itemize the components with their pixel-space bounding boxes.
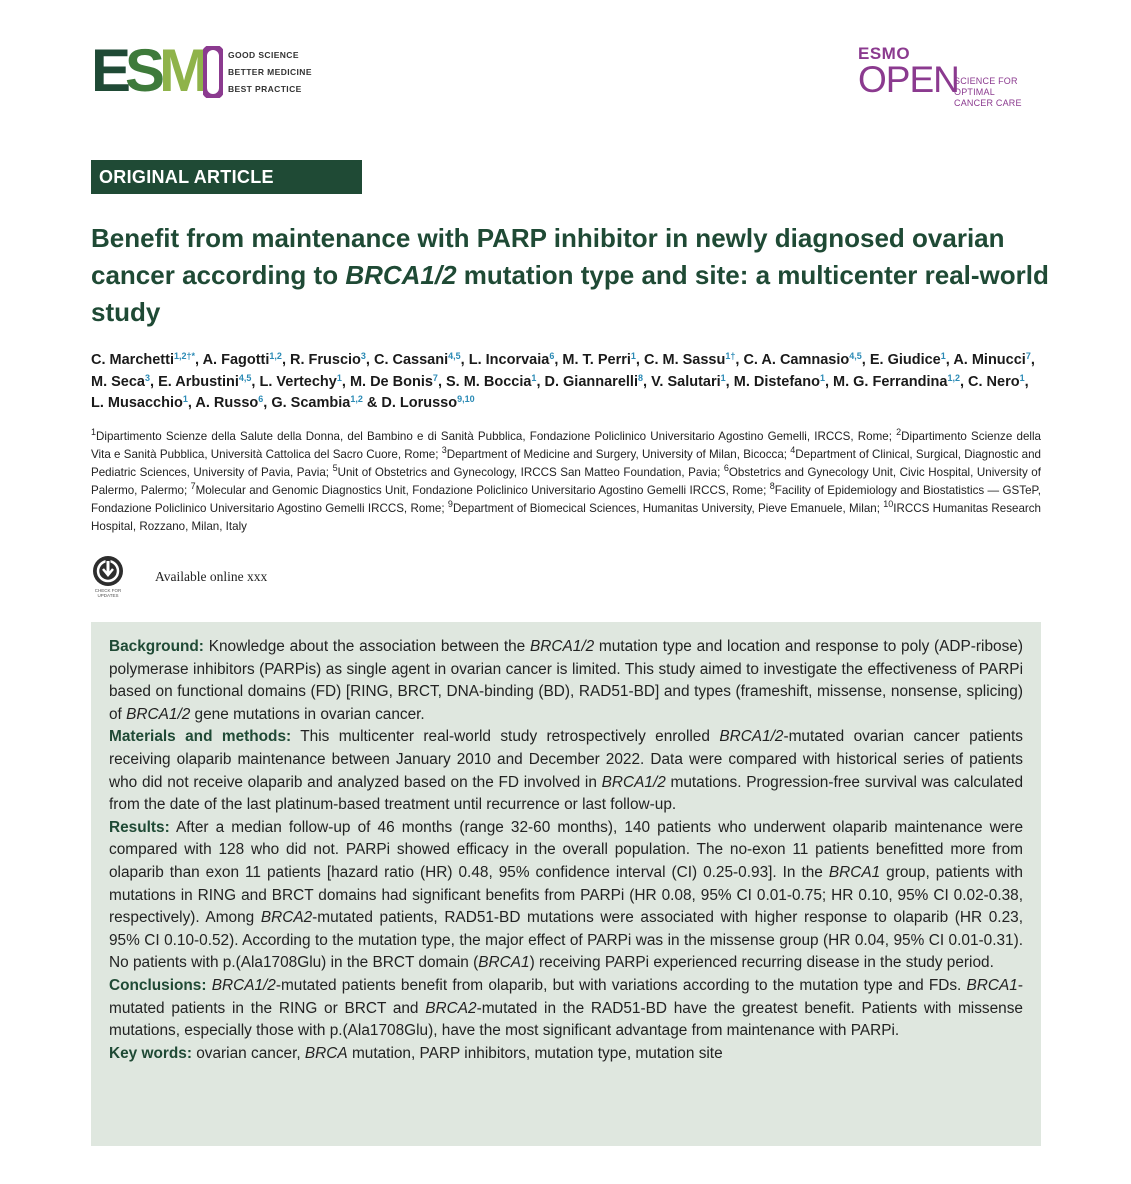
author-list: C. Marchetti$^{1,2\dagger*}$, A. Fagotti$^{1,2}$, R. Fruscio$^3$, C. Cassani$^{4,5}$, L. Incorvaia$^6$, M. T. Perri$^1$, C. M. Sassu$^{1\dagger}$, C. A. Camnasio$^{4,5}$, E. Giudice$^1$, A. Minucci$^7$, M. Seca$^3$, E. Arbustini$^{4,5}$, L. Vertechy$^1$, M. De Bonis$^7$, S. M. Boccia$^1$, D. Giannarelli$^8$, V. Salutari$^1$, M. Distefano$^1$, M. G. Ferrandina$^{1,2}$, C. Nero$^1$, L. Musacchio$^1$, A. Russo$^6$, G. Scambia$^{1,2}$ & D. Lorusso$^{9,10}$ bbox=[91, 351, 1035, 411]
abstract-background bbox=[109, 636, 1023, 726]
abstract-text: gene mutations in ovarian cancer. bbox=[190, 705, 425, 723]
check-for-updates-icon bbox=[93, 556, 123, 586]
affiliation-text: Molecular and Genomic Diagnostics Unit, Fondazione Policlinico Universitario Agostino Gemelli IRCCS, Rome; bbox=[195, 484, 770, 497]
esmo-logo-letter-m: M bbox=[159, 37, 207, 104]
author-name: C. A. Camnasio bbox=[743, 352, 850, 368]
abstract-text: mutation, PARP inhibitors, mutation type, mutation site bbox=[347, 1044, 723, 1062]
abstract-text: mutations. Progression-free survival was calculated from the date of the last platinum-based treatment until recurrence or last follow-up. bbox=[109, 773, 1023, 814]
author-name: D. Giannarelli bbox=[544, 373, 638, 390]
author-affiliation-marker: 1 bbox=[630, 351, 636, 361]
affiliation-number: 2 bbox=[896, 427, 902, 437]
author-name: M. De Bonis bbox=[349, 373, 433, 390]
author-affiliation-marker: 1† bbox=[725, 351, 736, 361]
title-gene: BRCA1/2 bbox=[345, 260, 457, 290]
abstract-background-heading: Background: bbox=[109, 638, 204, 655]
gene-name: BRCA1/2 bbox=[530, 638, 595, 655]
title-part-1: Benefit from maintenance with PARP inhibitor in newly diagnosed ovarian cancer according to bbox=[91, 223, 1005, 290]
check-for-updates-label: CHECK FOR UPDATES bbox=[94, 588, 122, 598]
author-affiliation-marker: 7 bbox=[1025, 351, 1031, 361]
abstract-text: Knowledge about the association between the bbox=[203, 638, 530, 655]
gene-name: BRCA1/2 bbox=[719, 728, 784, 746]
affiliation-number: 10 bbox=[883, 499, 894, 509]
esmo-open-tagline bbox=[954, 76, 1054, 109]
esmo-tagline-3: BEST PRACTICE bbox=[228, 84, 302, 94]
abstract-text: -mutated patients benefit from olaparib, but with variations according to the mutation type and FDs. bbox=[275, 976, 967, 994]
author-name: L. Incorvaia bbox=[468, 352, 550, 368]
author-affiliation-marker: 3 bbox=[360, 351, 366, 361]
author-affiliation-marker: 1 bbox=[819, 372, 825, 383]
author-name: L. Vertechy bbox=[259, 373, 337, 390]
affiliation-number: 9 bbox=[447, 499, 453, 509]
author-name: C. M. Sassu bbox=[643, 352, 726, 368]
author-affiliation-marker: 7 bbox=[432, 372, 438, 383]
abstract-results-heading: Results: bbox=[109, 818, 170, 836]
affiliation-text: Facility of Epidemiology and Biostatistics — GSTeP, Fondazione Policlinico Universitario Agostino Gemelli IRCCS, Rome; bbox=[91, 484, 1041, 515]
author-name: M. Distefano bbox=[733, 373, 820, 390]
affiliation-text: Department of Medicine and Surgery, University of Milan, Bicocca; bbox=[446, 448, 791, 461]
author-name: D. Lorusso bbox=[381, 395, 458, 411]
abstract-methods-heading: Materials and methods: bbox=[109, 728, 292, 746]
abstract-text: mutation type and location and response to poly (ADP-ribose) polymerase inhibitors (PARPis) as single agent in ovarian cancer is limited. This study aimed to investigate the effectiveness of PARPi based on functional domains (FD) [RING, BRCT, DNA-binding (BD), RAD51-BD] and types (frameshift, missense, nonsense, splicing) of bbox=[109, 638, 1023, 723]
abstract-conclusions bbox=[109, 975, 1023, 1043]
affiliation-text: Department of Biomecical Sciences, Humanitas University, Pieve Emanuele, Milan; bbox=[452, 502, 884, 515]
abstract-text: group, patients with mutations in RING and BRCT domains had significant benefits from PARPi (HR 0.08, 95% CI 0.01-0.75; HR 0.10, 95% CI 0.02-0.38, respectively). Among bbox=[109, 863, 1023, 927]
section-label: ORIGINAL ARTICLE bbox=[91, 160, 362, 194]
abstract-box bbox=[91, 622, 1041, 1146]
affiliation-number: 3 bbox=[441, 445, 447, 455]
author-affiliation-marker: 6 bbox=[258, 394, 264, 404]
affiliation-number: 4 bbox=[790, 445, 796, 455]
gene-name: BRCA bbox=[304, 1044, 348, 1062]
abstract-keywords bbox=[109, 1043, 1023, 1066]
author-affiliation-marker: 1 bbox=[940, 351, 946, 361]
author-affiliation-marker: 1 bbox=[1019, 372, 1025, 383]
author-name: A. Fagotti bbox=[202, 352, 270, 368]
abstract-results bbox=[109, 817, 1023, 975]
esmo-logo-o-shape bbox=[203, 46, 223, 98]
affiliation-number: 1 bbox=[91, 427, 97, 437]
esmo-open-logo bbox=[858, 44, 1058, 108]
gene-name: BRCA1 bbox=[828, 863, 881, 881]
esmo-logo-letter-s: S bbox=[125, 37, 164, 104]
author-name: E. Arbustini bbox=[158, 373, 239, 390]
abstract-text: -mutated patients, RAD51-BD mutations were associated with higher response to olaparib (HR 0.23, 95% CI 0.10-0.52). According to the mutation type, the major effect of PARPi was in the missense group (HR 0.04, 95% CI 0.01-0.31). No patients with p.(Ala1708Glu) in the BRCT domain ( bbox=[109, 909, 1023, 972]
author-name: M. Seca bbox=[91, 373, 145, 390]
affiliations bbox=[91, 428, 1041, 536]
esmo-logo-letter-e: E bbox=[91, 37, 130, 104]
affiliation-number: 8 bbox=[769, 481, 775, 491]
author-name: A. Minucci bbox=[953, 352, 1026, 368]
article-title bbox=[91, 220, 1051, 331]
author-affiliation-marker: 1 bbox=[531, 372, 537, 383]
author-name: A. Russo bbox=[195, 395, 259, 411]
esmo-open-top: ESMO bbox=[858, 44, 911, 63]
abstract-text: ovarian cancer, bbox=[191, 1044, 305, 1062]
check-for-updates-badge[interactable] bbox=[91, 556, 125, 600]
esmo-logo bbox=[91, 37, 341, 104]
abstract-conclusions-heading: Conclusions: bbox=[109, 976, 207, 994]
affiliation-text: IRCCS Humanitas Research Hospital, Rozzano, Milan, Italy bbox=[91, 502, 1041, 533]
esmo-tagline-1: GOOD SCIENCE bbox=[228, 50, 299, 60]
author-affiliation-marker: 1,2 bbox=[947, 372, 960, 383]
gene-name: BRCA2 bbox=[425, 999, 477, 1017]
esmo-open-name: OPEN bbox=[858, 59, 959, 100]
abstract-keywords-heading: Key words: bbox=[109, 1044, 192, 1062]
affiliation-text: Dipartimento Scienze della Salute della Donna, del Bambino e di Sanità Pubblica, Fondazione Policlinico Universitario Agostino Gemelli, IRCCS, Rome; bbox=[96, 430, 897, 443]
affiliation-text: Unit of Obstetrics and Gynecology, IRCCS San Matteo Foundation, Pavia; bbox=[337, 466, 724, 479]
affiliation-text: Dipartimento Scienze della Vita e Sanità Pubblica, Università Cattolica del Sacro Cuore, Rome; bbox=[91, 430, 1041, 461]
author-affiliation-marker: 1 bbox=[336, 372, 342, 383]
author-name: G. Scambia bbox=[271, 395, 351, 411]
author-affiliation-marker: 4,5 bbox=[849, 351, 862, 361]
gene-name: BRCA1/2 bbox=[211, 976, 276, 994]
abstract-text: After a median follow-up of 46 months (range 32-60 months), 140 patients who underwent olaparib maintenance were compared with 128 who did not. PARPi showed efficacy in the overall population. The no-exon 11 patients benefitted more from olaparib than exon 11 patients [hazard ratio (HR) 0.48, 95% confidence interval (CI) 0.25-0.93]. In the bbox=[109, 818, 1023, 881]
esmo-tagline-2: BETTER MEDICINE bbox=[228, 67, 312, 77]
available-online: Available online xxx bbox=[155, 569, 268, 584]
esmo-open-tagline-2: CANCER CARE bbox=[954, 98, 1022, 108]
author-affiliation-marker: 9,10 bbox=[457, 394, 475, 404]
author-name: R. Fruscio bbox=[290, 352, 361, 368]
author-affiliation-marker: 8 bbox=[637, 372, 643, 383]
affiliation-number: 7 bbox=[190, 481, 196, 491]
gene-name: BRCA1 bbox=[966, 976, 1018, 994]
author-name: M. G. Ferrandina bbox=[833, 373, 948, 390]
affiliation-text: Obstetrics and Gynecology Unit, Civic Hospital, University of Palermo, Palermo; bbox=[91, 466, 1041, 497]
author-name: E. Giudice bbox=[869, 352, 941, 368]
affiliation-number: 6 bbox=[723, 463, 729, 473]
abstract-text: ) receiving PARPi experienced recurring disease in the study period. bbox=[529, 954, 994, 972]
abstract-text: -mutated ovarian cancer patients receiving olaparib maintenance between January 2010 and December 2022. Data were compared with historical series of patients who did not receive olaparib and analyzed based on the FD involved in bbox=[109, 728, 1023, 791]
author-name: S. M. Boccia bbox=[446, 373, 532, 390]
author-affiliation-marker: 6 bbox=[549, 351, 555, 361]
abstract-text: -mutated in the RAD51-BD have the greatest benefit. Patients with missense mutations, especially those with p.(Ala1708Glu), have the most significant advantage from maintenance with PARPi. bbox=[109, 999, 1023, 1040]
gene-name: BRCA1/2 bbox=[601, 773, 666, 791]
author-name: C. Cassani bbox=[373, 352, 449, 368]
author-affiliation-marker: 4,5 bbox=[448, 351, 461, 361]
author-affiliation-marker: 1,2†* bbox=[174, 351, 196, 361]
affiliation-number: 5 bbox=[332, 463, 338, 473]
author-name: C. Nero bbox=[968, 373, 1020, 390]
title-part-2: mutation type and site: a multicenter real-world study bbox=[91, 260, 1049, 327]
author-affiliation-marker: 1,2 bbox=[269, 351, 282, 361]
author-name: C. Marchetti bbox=[91, 352, 174, 368]
author-name: M. T. Perri bbox=[562, 352, 631, 368]
author-affiliation-marker: 3 bbox=[145, 372, 151, 383]
author-affiliation-marker: 4,5 bbox=[238, 372, 252, 383]
affiliation-text: Department of Clinical, Surgical, Diagnostic and Pediatric Sciences, University of Pavia, Pavia; bbox=[91, 448, 1041, 479]
author-affiliation-marker: 1 bbox=[720, 372, 726, 383]
abstract-text: This multicenter real-world study retrospectively enrolled bbox=[291, 728, 720, 746]
gene-name: BRCA1 bbox=[478, 954, 530, 972]
author-affiliation-marker: 1 bbox=[182, 394, 188, 404]
abstract-text: -mutated patients in the RING or BRCT and bbox=[109, 976, 1023, 1017]
gene-name: BRCA2 bbox=[260, 909, 313, 927]
esmo-open-tagline-1: SCIENCE FOR OPTIMAL bbox=[954, 76, 1018, 97]
author-affiliation-marker: 1,2 bbox=[350, 394, 363, 404]
author-name: L. Musacchio bbox=[91, 395, 183, 411]
gene-name: BRCA1/2 bbox=[126, 705, 191, 723]
author-name: V. Salutari bbox=[651, 373, 721, 390]
abstract-methods bbox=[109, 726, 1023, 816]
